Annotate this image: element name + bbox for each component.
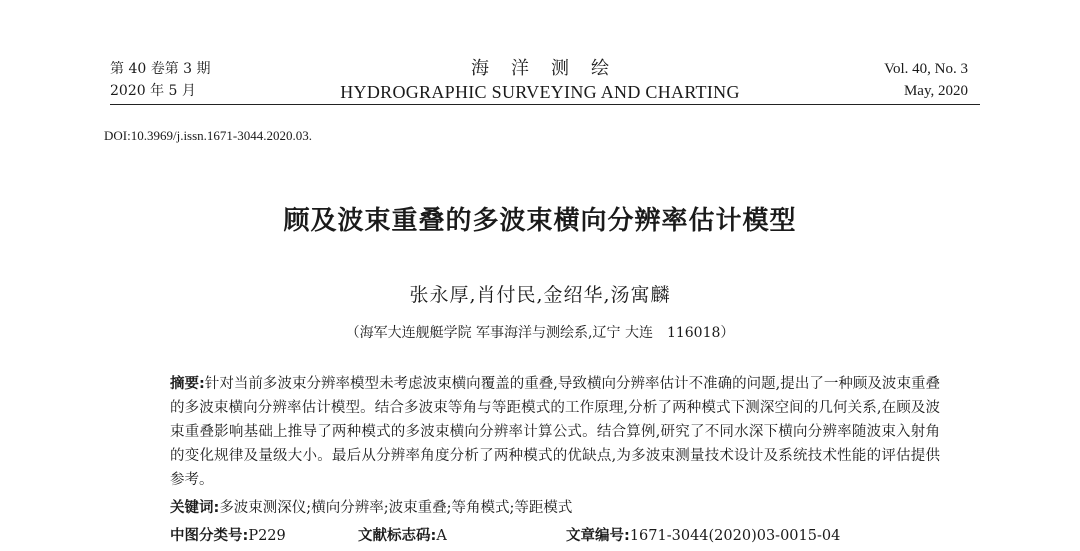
doc-code-value: A: [436, 528, 447, 544]
article-title: 顾及波束重叠的多波束横向分辨率估计模型: [283, 206, 797, 236]
journal-name-cn: 海洋测绘: [471, 58, 631, 79]
abstract-text: 针对当前多波束分辨率模型未考虑波束横向覆盖的重叠,导致横向分辨率估计不准确的问题,提出了一种顾及波束重叠的多波束横向分辨率估计模型。结合多波束等角与等距模式的工作原理,分析了两种模式下测深空间的几何关系,在顾及波束重叠影响基础上推导了两种模式的多波束横向分辨率计算公式。结合算例,研究了不同水深下横向分辨率随波束入射角的变化规律及量级大小。最后从分辨率角度分析了两种模式的优缺点,为多波束测量技术设计及系统技术性能的评估提供参考。: [170, 376, 940, 488]
keywords-text: 多波束测深仪;横向分辨率;波束重叠;等角模式;等距模式: [219, 500, 573, 516]
doi[interactable]: DOI:10.3969/j.issn.1671-3044.2020.03.: [104, 128, 312, 143]
keywords-label: 关键词:: [170, 500, 220, 516]
affiliation: （海军大连舰艇学院 军事海洋与测绘系,辽宁 大连 116018）: [345, 325, 735, 341]
date-cn: 2020 年 5 月: [110, 83, 196, 99]
article-no-label: 文章编号:: [566, 528, 630, 544]
document-code: [358, 525, 566, 547]
volume-issue-cn: 第 40 卷第 3 期: [110, 61, 211, 77]
abstract-label: 摘要:: [170, 376, 205, 392]
header-divider: [110, 104, 980, 105]
clc-number: [170, 525, 358, 547]
author-list: 张永厚,肖付民,金绍华,汤寓麟: [409, 284, 671, 306]
clc-label: 中图分类号:: [170, 528, 249, 544]
date-en: May, 2020: [903, 83, 968, 99]
classification-line: [170, 525, 840, 547]
doc-code-label: 文献标志码:: [358, 528, 437, 544]
volume-issue-en: Vol. 40, No. 3: [884, 61, 968, 77]
journal-name-en: HYDROGRAPHIC SURVEYING AND CHARTING: [340, 82, 740, 102]
clc-value: P229: [248, 528, 286, 544]
article-number: [566, 525, 840, 547]
keywords: [170, 497, 572, 519]
article-no-value: 1671-3044(2020)03-0015-04: [629, 528, 841, 544]
journal-issue-en: [884, 58, 968, 102]
abstract: [170, 372, 940, 492]
